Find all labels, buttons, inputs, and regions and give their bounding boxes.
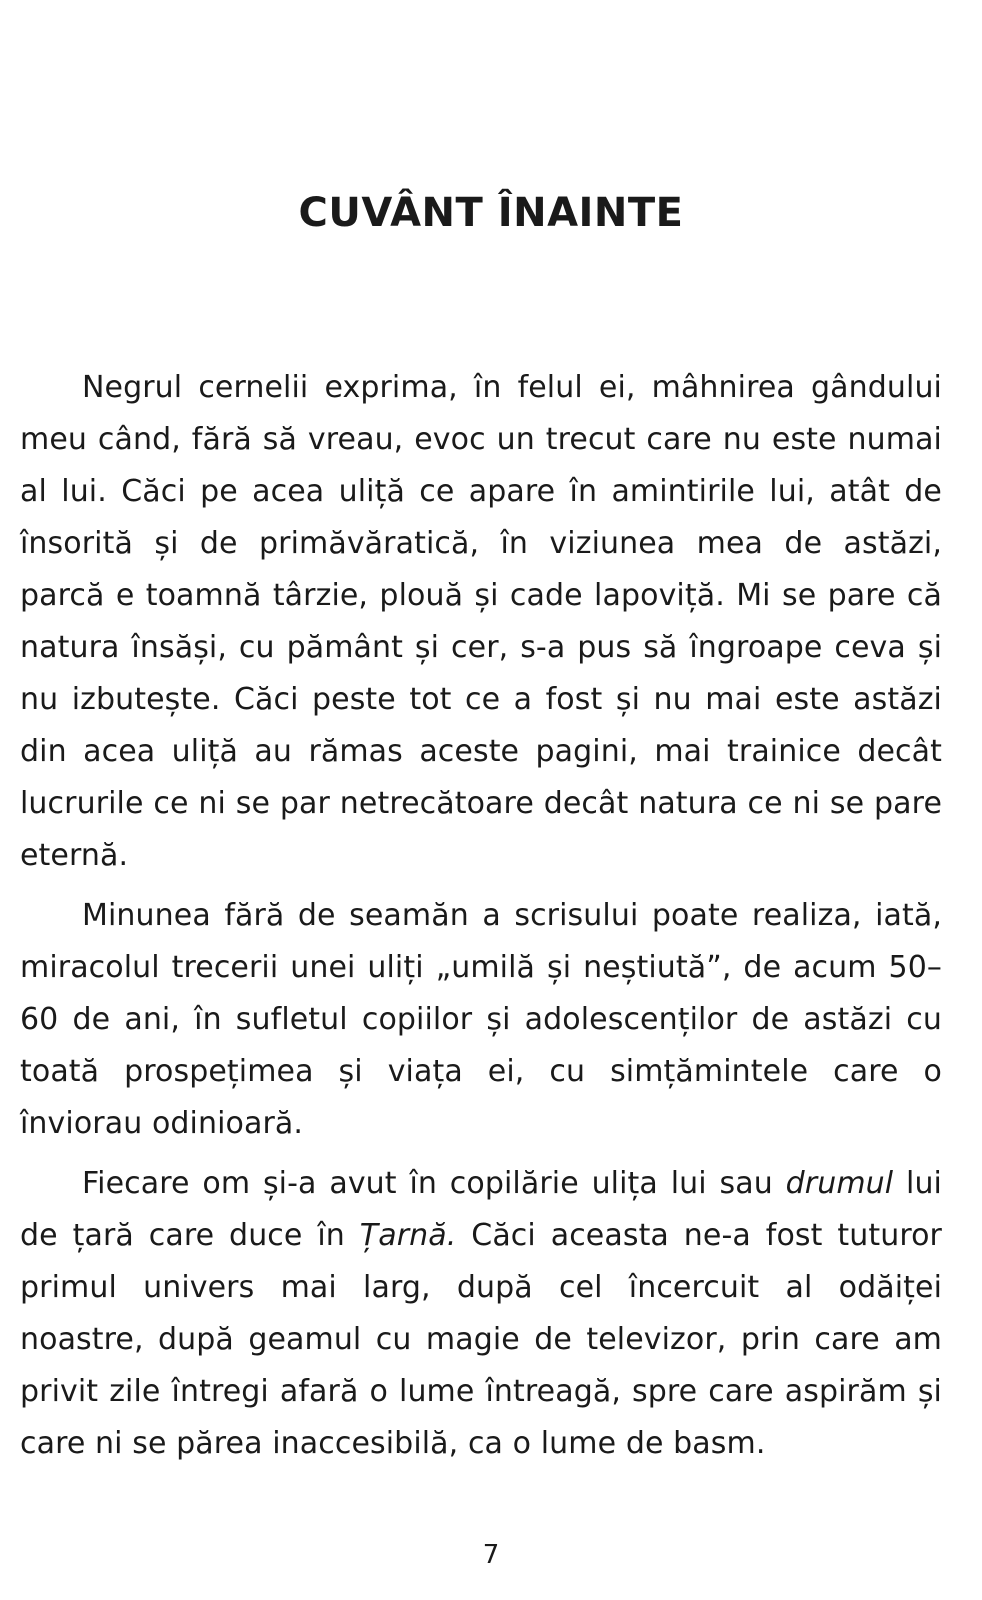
paragraph-1-text: Negrul cernelii exprima, în felul ei, mâhnirea gândului meu când, fără să vreau, evoc un trecut care nu este numai al lui. Căci pe acea uliță ce apare în amintirile lui, atât de însorită și de primăvăratică, în viziunea mea de astăzi, parcă e toamnă târzie, plouă și cade lapoviță. Mi se pare că natura însăși, cu pământ și cer, s-a pus să îngroape ceva și nu izbutește. Căci peste tot ce a fost și nu mai este astăzi din acea uliță au rămas aceste pagini, mai trainice decât lucrurile ce ni se par netrecătoare decât natura ce ni se pare eternă. [20,370,942,873]
paragraph-2 [20,890,942,1150]
paragraph-1 [20,362,942,882]
paragraph-3-italic-tarna: Țarnă. [359,1218,457,1253]
body-text [20,362,942,1478]
page-number: 7 [482,1540,500,1570]
paragraph-3-text-1: Fiecare om și-a avut în copilărie ulița lui sau [82,1166,786,1201]
paragraph-3-italic-drumul: drumul [785,1166,894,1201]
paragraph-3-text-2: lui de țară care duce în [20,1166,942,1253]
paragraph-3 [20,1158,942,1470]
paragraph-2-text: Minunea fără de seamăn a scrisului poate realiza, iată, miracolul trecerii unei uliți „umilă și neștiută”, de acum 50–60 de ani, în sufletul copiilor și adolescenților de astăzi cu toată prospețimea și viața ei, cu simțămintele care o înviorau odinioară. [20,898,942,1141]
page-title: CUVÂNT ÎNAINTE [298,190,684,236]
paragraph-3-text-3: Căci aceasta ne-a fost tuturor primul univers mai larg, după cel încercuit al odăiței noastre, după geamul cu magie de televizor, prin care am privit zile întregi afară o lume întreagă, spre care aspirăm și care ni se părea inaccesibilă, ca o lume de basm. [20,1218,942,1461]
